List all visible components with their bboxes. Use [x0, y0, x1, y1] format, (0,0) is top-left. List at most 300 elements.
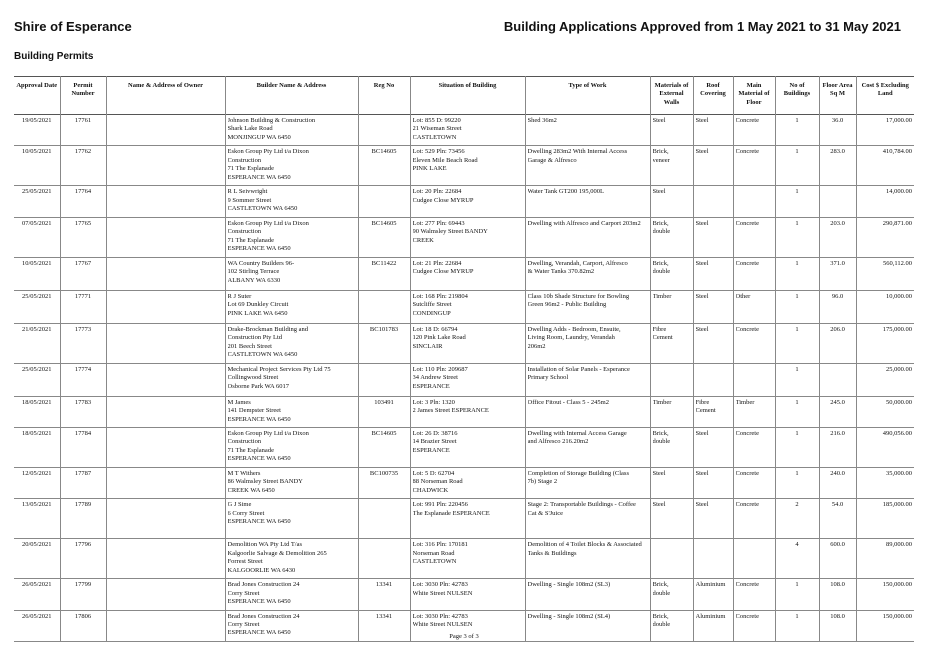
situation-cell [410, 539, 525, 579]
no-of-buildings-cell: 2 [775, 499, 819, 539]
builder-cell [225, 579, 358, 610]
cell-line: Dwelling Adds - Bedroom, Ensuite, [527, 325, 621, 333]
builder-cell [225, 323, 358, 363]
cell-line: SINCLAIR [412, 342, 443, 350]
cell-line: 102 Stirling Terrace [227, 268, 280, 276]
permit-number-cell: 17796 [60, 539, 106, 579]
header-permit-number: Permit Number [60, 77, 106, 115]
cell-line: Garage & Alfresco [527, 156, 577, 164]
cell-line: Cement [695, 407, 716, 415]
cell-line: Eskon Group Pty Ltd t/a Dixon [227, 219, 309, 227]
cost-cell: 89,000.00 [856, 539, 914, 579]
type-of-work-cell [525, 146, 650, 186]
situation-cell [410, 257, 525, 290]
situation-cell [410, 290, 525, 323]
table-row [14, 323, 914, 363]
cell-line: R J Suter [227, 292, 252, 300]
cell-line: double [652, 589, 671, 597]
cell-line: The Esplanade ESPERANCE [412, 509, 490, 517]
reg-no-cell: BC11422 [358, 257, 410, 290]
situation-cell [410, 579, 525, 610]
cell-line: 6 Corry Street [227, 509, 265, 517]
approval-date-cell: 20/05/2021 [21, 541, 52, 549]
floor-area-cell: 206.0 [819, 323, 856, 363]
situation-cell [410, 323, 525, 363]
cell-line: Lot: 168 Pln: 219804 [412, 292, 468, 300]
no-of-buildings-cell: 1 [775, 290, 819, 323]
no-of-buildings-cell: 1 [775, 427, 819, 467]
cell-line: Fibre [652, 325, 667, 333]
approval-date-cell: 12/05/2021 [21, 469, 52, 477]
type-of-work-cell [525, 217, 650, 257]
cell-line: M James [227, 398, 251, 406]
cost-cell: 175,000.00 [856, 323, 914, 363]
cell-line: 2 James Street ESPERANCE [412, 407, 489, 415]
cell-line: 90 Walmsley Street BANDY [412, 228, 488, 236]
header-no-of-buildings: No of Buildings [775, 77, 819, 115]
cell-line: Lot: 5 D: 62704 [412, 469, 455, 477]
cell-line: 206m2 [527, 342, 546, 350]
cell-line: Drake-Brockman Building and [227, 325, 309, 333]
cell-line: 14 Brazier Street [412, 438, 457, 446]
approval-date-cell: 13/05/2021 [21, 501, 52, 509]
cell-line: Demolition WA Pty Ltd T/as [227, 541, 303, 549]
table-header-row [14, 77, 914, 115]
cell-line: ESPERANCE WA 6450 [227, 598, 291, 606]
reg-no-cell: BC100735 [358, 467, 410, 498]
cell-line: Installation of Solar Panels - Esperance [527, 365, 630, 373]
no-of-buildings-cell: 1 [775, 396, 819, 427]
cell-line: CHADWICK [412, 486, 449, 494]
floor-material-cell [733, 579, 775, 610]
cell-line: Living Room, Laundry, Verandah [527, 334, 615, 342]
roof-covering-cell [693, 146, 733, 186]
external-walls-cell [650, 146, 693, 186]
table-row [14, 115, 914, 146]
cell-line: and Alfresco 216.20m2 [527, 438, 589, 446]
roof-covering-cell [693, 427, 733, 467]
cell-line: CASTLETOWN WA 6450 [227, 205, 298, 213]
cell-line: Dwelling - Single 108m2 (SL3) [527, 581, 611, 589]
cell-line: Construction Pty Ltd [227, 334, 283, 342]
reg-no-cell [358, 499, 410, 539]
floor-material-cell [733, 323, 775, 363]
cell-line: KALGOORLIE WA 6430 [227, 566, 296, 574]
approval-date-cell: 18/05/2021 [21, 398, 52, 406]
cell-line: PINK LAKE WA 6450 [227, 309, 288, 317]
type-of-work-cell [525, 290, 650, 323]
cell-line: 88 Norseman Road [412, 478, 463, 486]
floor-area-cell: 240.0 [819, 467, 856, 498]
permit-number-cell: 17806 [60, 610, 106, 641]
cell-line: double [652, 228, 671, 236]
cell-line: ESPERANCE WA 6450 [227, 415, 291, 423]
floor-area-cell: 96.0 [819, 290, 856, 323]
permit-number-cell: 17787 [60, 467, 106, 498]
external-walls-cell [650, 427, 693, 467]
cell-line: 201 Beech Street [227, 342, 272, 350]
no-of-buildings-cell: 1 [775, 467, 819, 498]
type-of-work-cell [525, 186, 650, 217]
builder-cell [225, 499, 358, 539]
reg-no-cell: 103491 [358, 396, 410, 427]
no-of-buildings-cell: 1 [775, 115, 819, 146]
cell-line: Steel [652, 501, 666, 509]
builder-cell [225, 257, 358, 290]
header-situation: Situation of Building [410, 77, 525, 115]
builder-cell [225, 396, 358, 427]
cell-line: Steel [652, 188, 666, 196]
cell-line: double [652, 621, 671, 628]
situation-cell [410, 186, 525, 217]
floor-area-cell: 203.0 [819, 217, 856, 257]
cell-line: ESPERANCE WA 6450 [227, 244, 291, 252]
owner-cell [106, 146, 225, 186]
cell-line: Concrete [735, 259, 759, 267]
roof-covering-cell [693, 363, 733, 396]
cell-line: Brick, [652, 219, 669, 227]
cost-cell: 25,000.00 [856, 363, 914, 396]
cell-line: Fibre [695, 398, 710, 406]
cell-line: Office Fitout - Class 5 - 245m2 [527, 398, 609, 406]
page-number: Page 3 of 3 [449, 633, 479, 640]
cell-line: ESPERANCE [412, 382, 450, 390]
cell-line: Steel [695, 148, 709, 156]
cell-line: CASTLETOWN WA 6450 [227, 350, 298, 358]
cell-line: ALBANY WA 6330 [227, 276, 281, 284]
cell-line: Lot 69 Dunkley Circuit [227, 301, 289, 309]
cell-line: Brick, [652, 429, 669, 437]
permit-number-cell: 17783 [60, 396, 106, 427]
cell-line: Brick, [652, 259, 669, 267]
cell-line: CASTLETOWN [412, 558, 457, 566]
reg-no-cell: BC14605 [358, 427, 410, 467]
owner-cell [106, 396, 225, 427]
situation-cell [410, 146, 525, 186]
cost-cell: 150,000.00 [856, 579, 914, 610]
builder-cell [225, 290, 358, 323]
roof-covering-cell [693, 323, 733, 363]
approval-date-cell: 25/05/2021 [21, 292, 52, 300]
no-of-buildings-cell: 1 [775, 323, 819, 363]
approval-date-cell: 07/05/2021 [21, 219, 52, 227]
roof-covering-cell [693, 257, 733, 290]
cell-line: Eskon Group Pty Ltd t/a Dixon [227, 148, 309, 156]
cell-line: Concrete [735, 612, 759, 620]
roof-covering-cell [693, 579, 733, 610]
roof-covering-cell [693, 396, 733, 427]
cell-line: Steel [695, 117, 709, 124]
cell-line: ESPERANCE WA 6450 [227, 518, 291, 526]
cell-line: Collingwood Street [227, 374, 279, 382]
header-reg-no: Reg No [358, 77, 410, 115]
cell-line: 86 Walmsley Street BANDY [227, 478, 303, 486]
approval-date-cell: 10/05/2021 [21, 148, 52, 156]
cell-line: Concrete [735, 581, 759, 589]
header-builder: Builder Name & Address [225, 77, 358, 115]
cell-line: 120 Pink Lake Road [412, 334, 466, 342]
cell-line: Steel [695, 501, 709, 509]
cell-line: Osborne Park WA 6017 [227, 382, 289, 390]
cell-line: Concrete [735, 325, 759, 333]
cell-line: ESPERANCE WA 6450 [227, 629, 291, 637]
reg-no-cell [358, 363, 410, 396]
cell-line: Concrete [735, 117, 759, 124]
cell-line: Steel [695, 259, 709, 267]
cell-line: Dwelling, Verandah, Carport, Alfresco [527, 259, 628, 267]
header-floor-area: Floor Area Sq M [819, 77, 856, 115]
owner-cell [106, 363, 225, 396]
section-title: Building Permits [14, 51, 94, 62]
cell-line: PINK LAKE [412, 165, 447, 173]
type-of-work-cell [525, 323, 650, 363]
cell-line: ESPERANCE WA 6450 [227, 173, 291, 181]
floor-area-cell: 283.0 [819, 146, 856, 186]
floor-material-cell [733, 499, 775, 539]
cell-line: 141 Dempster Street [227, 407, 281, 415]
cell-line: Lot: 26 D: 38716 [412, 429, 458, 437]
roof-covering-cell [693, 217, 733, 257]
roof-covering-cell [693, 186, 733, 217]
external-walls-cell [650, 396, 693, 427]
cell-line: Construction [227, 438, 262, 446]
permit-number-cell: 17765 [60, 217, 106, 257]
floor-area-cell: 216.0 [819, 427, 856, 467]
permit-number-cell: 17761 [60, 115, 106, 146]
owner-cell [106, 217, 225, 257]
approval-date-cell: 19/05/2021 [21, 117, 52, 124]
cell-line: Other [735, 292, 751, 300]
cell-line: Primary School [527, 374, 569, 382]
cell-line: Tanks & Buildings [527, 549, 577, 557]
floor-material-cell [733, 539, 775, 579]
header-owner: Name & Address of Owner [106, 77, 225, 115]
situation-cell [410, 217, 525, 257]
external-walls-cell [650, 467, 693, 498]
cell-line: Lot: 18 D: 66794 [412, 325, 458, 333]
type-of-work-cell [525, 257, 650, 290]
reg-no-cell: 13341 [358, 610, 410, 641]
type-of-work-cell [525, 115, 650, 146]
cell-line: 71 The Esplanade [227, 446, 274, 454]
owner-cell [106, 579, 225, 610]
table-row [14, 186, 914, 217]
reg-no-cell: BC101783 [358, 323, 410, 363]
type-of-work-cell [525, 499, 650, 539]
cell-line: Lot: 991 Pln: 220456 [412, 501, 468, 509]
approval-date-cell: 21/05/2021 [21, 325, 52, 333]
owner-cell [106, 115, 225, 146]
roof-covering-cell [693, 115, 733, 146]
cell-line: Timber [652, 292, 672, 300]
cost-cell: 35,000.00 [856, 467, 914, 498]
cell-line: M T Withers [227, 469, 261, 477]
cost-cell: 410,784.00 [856, 146, 914, 186]
roof-covering-cell [693, 539, 733, 579]
cell-line: Brad Jones Construction 24 [227, 612, 300, 620]
table-row [14, 146, 914, 186]
floor-area-cell: 245.0 [819, 396, 856, 427]
cell-line: White Street NULSEN [412, 621, 473, 628]
table-row [14, 499, 914, 539]
owner-cell [106, 467, 225, 498]
no-of-buildings-cell: 1 [775, 257, 819, 290]
cell-line: R L Seivwright [227, 188, 268, 196]
reg-no-cell: BC14605 [358, 146, 410, 186]
cell-line: Concrete [735, 219, 759, 227]
cost-cell: 17,000.00 [856, 115, 914, 146]
no-of-buildings-cell: 1 [775, 610, 819, 641]
builder-cell [225, 363, 358, 396]
builder-cell [225, 146, 358, 186]
builder-cell [225, 467, 358, 498]
cell-line: 71 The Esplanade [227, 236, 274, 244]
cell-line: Lot: 3 Pln: 1320 [412, 398, 455, 406]
cell-line: Brick, [652, 581, 669, 589]
no-of-buildings-cell: 1 [775, 363, 819, 396]
approval-date-cell: 25/05/2021 [21, 188, 52, 196]
cell-line: Cat & S'Juice [527, 509, 563, 517]
cell-line: 34 Andrew Street [412, 374, 458, 382]
permit-number-cell: 17789 [60, 499, 106, 539]
cell-line: Concrete [735, 429, 759, 437]
cell-line: Dwelling with Alfresco and Carport 203m2 [527, 219, 641, 227]
cell-line: Water Tank GT200 195,000L [527, 188, 605, 196]
cell-line: Mechanical Project Services Pty Ltd 75 [227, 365, 331, 373]
floor-area-cell: 36.0 [819, 115, 856, 146]
floor-material-cell [733, 467, 775, 498]
situation-cell [410, 363, 525, 396]
floor-area-cell: 371.0 [819, 257, 856, 290]
external-walls-cell [650, 290, 693, 323]
cell-line: ESPERANCE WA 6450 [227, 455, 291, 463]
cell-line: Lot: 21 Pln: 22684 [412, 259, 462, 267]
header-cost: Cost $ Excluding Land [856, 77, 914, 115]
cell-line: Aluminium [695, 581, 726, 589]
permit-number-cell: 17784 [60, 427, 106, 467]
cell-line: Sutcliffe Street [412, 301, 452, 309]
approval-date-cell: 26/05/2021 [21, 581, 52, 589]
cell-line: Kalgoorlie Salvage & Demolition 265 [227, 549, 327, 557]
cell-line: 9 Sommer Street [227, 196, 272, 204]
cell-line: Lot: 3030 Pln: 42783 [412, 581, 468, 589]
cell-line: Shed 36m2 [527, 117, 557, 124]
type-of-work-cell [525, 427, 650, 467]
cell-line: Shark Lake Road [227, 125, 273, 133]
owner-cell [106, 539, 225, 579]
floor-area-cell [819, 363, 856, 396]
cell-line: Eskon Group Pty Ltd t/a Dixon [227, 429, 309, 437]
type-of-work-cell [525, 396, 650, 427]
cell-line: double [652, 268, 671, 276]
report-title: Building Applications Approved from 1 May 2021 to 31 May 2021 [503, 19, 901, 34]
cell-line: Concrete [735, 501, 759, 509]
cell-line: Norseman Road [412, 549, 455, 557]
permit-number-cell: 17774 [60, 363, 106, 396]
situation-cell [410, 427, 525, 467]
cell-line: Steel [652, 117, 666, 124]
cell-line: Lot: 277 Pln: 69443 [412, 219, 465, 227]
cell-line: WA Country Builders 96- [227, 259, 295, 267]
situation-cell [410, 499, 525, 539]
approval-date-cell: 25/05/2021 [21, 365, 52, 373]
external-walls-cell [650, 499, 693, 539]
roof-covering-cell [693, 290, 733, 323]
cell-line: Dwelling with Internal Access Garage [527, 429, 627, 437]
reg-no-cell [358, 290, 410, 323]
cell-line: Completion of Storage Building (Class [527, 469, 629, 477]
cost-cell: 14,000.00 [856, 186, 914, 217]
situation-cell [410, 396, 525, 427]
floor-area-cell [819, 186, 856, 217]
floor-material-cell [733, 396, 775, 427]
approval-date-cell: 26/05/2021 [21, 612, 52, 620]
permits-table [14, 76, 914, 642]
type-of-work-cell [525, 579, 650, 610]
cell-line: Class 10b Shade Structure for Bowling [527, 292, 630, 300]
header-roof-covering: Roof Covering [693, 77, 733, 115]
cell-line: Eleven Mile Beach Road [412, 156, 478, 164]
external-walls-cell [650, 579, 693, 610]
cell-line: Demolition of 4 Toilet Blocks & Associated [527, 541, 642, 549]
cell-line: Steel [652, 469, 666, 477]
cell-line: Lot: 316 Pln: 170181 [412, 541, 468, 549]
cost-cell: 490,056.00 [856, 427, 914, 467]
owner-cell [106, 427, 225, 467]
permit-number-cell: 17762 [60, 146, 106, 186]
header-type-of-work: Type of Work [525, 77, 650, 115]
builder-cell [225, 217, 358, 257]
cell-line: White Street NULSEN [412, 589, 473, 597]
external-walls-cell [650, 186, 693, 217]
external-walls-cell [650, 539, 693, 579]
no-of-buildings-cell: 1 [775, 186, 819, 217]
cell-line: double [652, 438, 671, 446]
cell-line: Concrete [735, 148, 759, 156]
reg-no-cell: BC14605 [358, 217, 410, 257]
external-walls-cell [650, 323, 693, 363]
table-row [14, 363, 914, 396]
type-of-work-cell [525, 539, 650, 579]
external-walls-cell [650, 115, 693, 146]
cell-line: CASTLETOWN [412, 133, 457, 141]
floor-material-cell [733, 217, 775, 257]
cell-line: Cement [652, 334, 673, 342]
cell-line: Lot: 529 Pln: 73456 [412, 148, 465, 156]
floor-material-cell [733, 363, 775, 396]
floor-material-cell [733, 427, 775, 467]
cell-line: Brad Jones Construction 24 [227, 581, 300, 589]
cell-line: Steel [695, 219, 709, 227]
type-of-work-cell [525, 363, 650, 396]
reg-no-cell [358, 186, 410, 217]
reg-no-cell [358, 539, 410, 579]
owner-cell [106, 323, 225, 363]
cell-line: ESPERANCE [412, 446, 450, 454]
cell-line: CREEK WA 6450 [227, 486, 275, 494]
approval-date-cell: 10/05/2021 [21, 259, 52, 267]
cell-line: MONJINGUP WA 6450 [227, 133, 291, 141]
permit-number-cell: 17764 [60, 186, 106, 217]
owner-cell [106, 499, 225, 539]
cell-line: Cudgee Close MYRUP [412, 196, 474, 204]
table-row [14, 257, 914, 290]
cell-line: Steel [695, 292, 709, 300]
situation-cell [410, 115, 525, 146]
cell-line: Timber [652, 398, 672, 406]
cell-line: Corry Street [227, 589, 260, 597]
table-body [14, 115, 914, 642]
